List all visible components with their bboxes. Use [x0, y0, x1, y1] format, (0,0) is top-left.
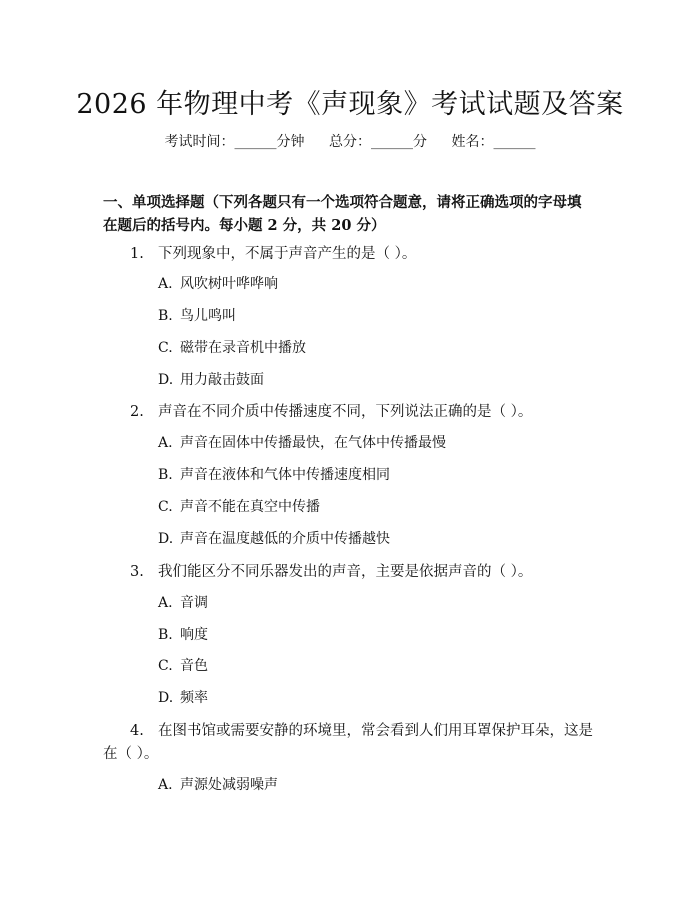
- option-3b: [158, 625, 208, 645]
- option-1a: [158, 274, 278, 294]
- question-2: [130, 401, 532, 424]
- question-text: 在图书馆或需要安静的环境里，常会看到人们用耳罩保护耳朵，这是在（ ）。: [103, 723, 593, 762]
- option-letter: B.: [158, 627, 173, 643]
- option-text: 声音不能在真空中传播: [180, 499, 320, 515]
- option-letter: A.: [158, 435, 173, 451]
- option-1c: [158, 338, 306, 358]
- option-text: 声音在液体和气体中传播速度相同: [180, 467, 390, 483]
- option-letter: D.: [158, 690, 174, 706]
- option-text: 磁带在录音机中播放: [180, 340, 306, 356]
- question-text: 下列现象中，不属于声音产生的是（ ）。: [158, 246, 417, 262]
- option-letter: C.: [158, 658, 173, 674]
- option-2a: [158, 433, 446, 453]
- option-text: 风吹树叶哗哗响: [180, 276, 278, 292]
- total-score-field: 总分：______分: [329, 134, 427, 150]
- question-1: [130, 243, 416, 266]
- option-letter: B.: [158, 308, 173, 324]
- option-letter: A.: [158, 777, 173, 793]
- option-letter: D.: [158, 372, 174, 388]
- question-4: [103, 720, 593, 766]
- question-number: 1.: [130, 246, 144, 262]
- option-3d: [158, 688, 208, 708]
- option-1b: [158, 306, 236, 326]
- option-3c: [158, 656, 208, 676]
- question-number: 4.: [130, 723, 144, 739]
- option-text: 频率: [180, 690, 208, 706]
- question-number: 3.: [130, 564, 144, 580]
- option-1d: [158, 370, 264, 390]
- option-letter: B.: [158, 467, 173, 483]
- option-text: 响度: [180, 627, 208, 643]
- question-text: 声音在不同介质中传播速度不同，下列说法正确的是（ ）。: [158, 404, 533, 420]
- option-letter: C.: [158, 340, 173, 356]
- exam-meta: [0, 131, 700, 151]
- section-heading: 一、单项选择题（下列各题只有一个选项符合题意，请将正确选项的字母填在题后的括号内。每小题 2 分，共 20 分）: [103, 194, 582, 234]
- option-text: 声音在温度越低的介质中传播越快: [180, 531, 390, 547]
- question-number: 2.: [130, 404, 144, 420]
- option-letter: C.: [158, 499, 173, 515]
- option-text: 声源处减弱噪声: [180, 777, 278, 793]
- option-letter: A.: [158, 276, 173, 292]
- option-text: 鸟儿鸣叫: [180, 308, 236, 324]
- option-text: 音色: [180, 658, 208, 674]
- option-text: 用力敲击鼓面: [180, 372, 264, 388]
- option-3a: [158, 593, 208, 613]
- option-text: 音调: [180, 595, 208, 611]
- student-name-field: 姓名：______: [451, 134, 536, 150]
- option-text: 声音在固体中传播最快，在气体中传播最慢: [180, 435, 446, 451]
- option-2c: [158, 497, 320, 517]
- exam-time-field: 考试时间：______分钟: [164, 134, 305, 150]
- option-2d: [158, 529, 390, 549]
- option-letter: D.: [158, 531, 174, 547]
- option-letter: A.: [158, 595, 173, 611]
- question-3: [130, 561, 532, 584]
- question-text: 我们能区分不同乐器发出的声音，主要是依据声音的（ ）。: [158, 564, 533, 580]
- option-4a: [158, 775, 278, 795]
- page-title: 2026 年物理中考《声现象》考试试题及答案: [76, 89, 624, 120]
- option-2b: [158, 465, 390, 485]
